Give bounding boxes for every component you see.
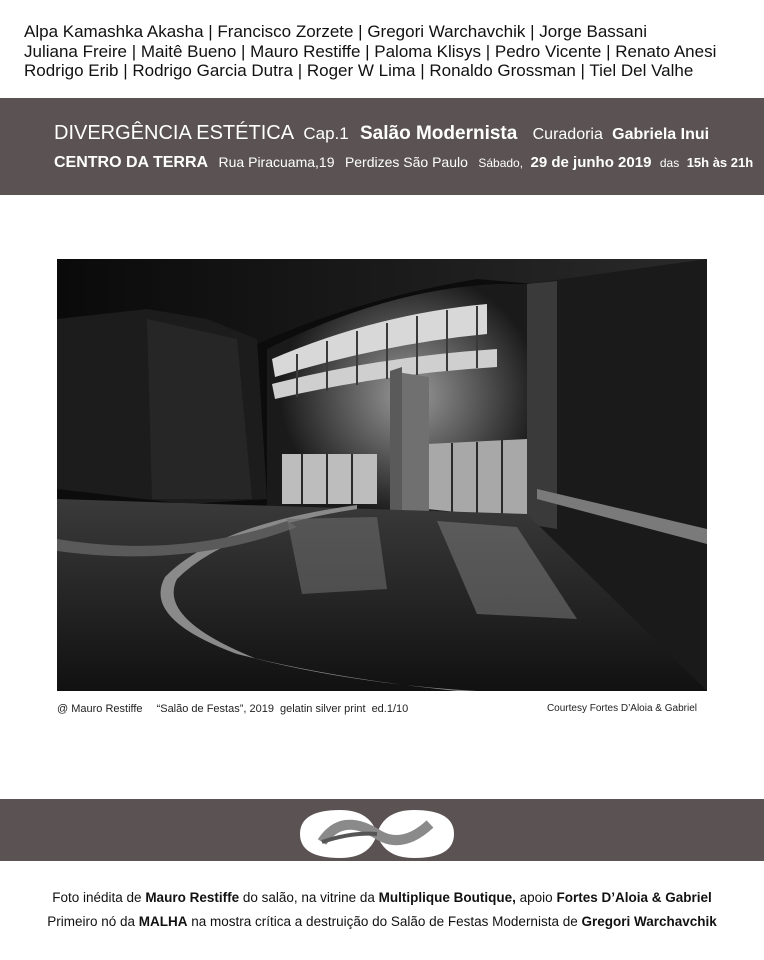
venue-neighborhood: Perdizes São Paulo <box>344 154 468 170</box>
banner-title-row <box>54 122 709 145</box>
event-day: Sábado, <box>478 156 524 170</box>
artist-list <box>24 22 748 81</box>
event-time: 15h às 21h <box>686 155 754 170</box>
curation-label: Curadoria <box>532 126 603 143</box>
footer-text: apoio <box>515 890 557 905</box>
time-prefix: das <box>659 156 680 170</box>
footer-text: do salão, na vitrine da <box>239 890 379 905</box>
event-banner <box>0 98 764 195</box>
footer-architect: Gregori Warchavchik <box>581 914 717 929</box>
footer-malha: MALHA <box>138 914 188 929</box>
event-date: 29 de junho 2019 <box>530 154 652 171</box>
footer-line-1 <box>0 890 764 905</box>
photo-caption <box>57 703 408 715</box>
footer-line-2 <box>0 914 764 929</box>
footer-text: Primeiro nó da <box>47 914 139 929</box>
chapter-label: Cap.1 <box>303 124 349 143</box>
artist-line-2: Juliana Freire | Maitê Bueno | Mauro Restiffe | Paloma Klisys | Pedro Vicente | Renato Anesi <box>24 41 717 61</box>
exhibition-title: DIVERGÊNCIA ESTÉTICA <box>54 122 295 144</box>
malha-logo <box>292 802 462 866</box>
footer-boutique: Multiplique Boutique, <box>378 890 516 905</box>
salon-title: Salão Modernista <box>360 123 518 144</box>
footer-gallery: Fortes D’Aloia & Gabriel <box>556 890 712 905</box>
footer-text: Foto inédita de <box>52 890 146 905</box>
exhibition-photo <box>57 259 707 691</box>
footer-photographer: Mauro Restiffe <box>145 890 240 905</box>
photo-edition: ed.1/10 <box>371 703 409 715</box>
venue-name: CENTRO DA TERRA <box>54 154 209 171</box>
venue-address: Rua Piracuama,19 <box>218 154 335 170</box>
footer-text: na mostra crítica a destruição do Salão de Festas Modernista de <box>187 914 582 929</box>
artist-line-1: Alpa Kamashka Akasha | Francisco Zorzete | Gregori Warchavchik | Jorge Bassani <box>24 22 647 41</box>
banner-venue-row <box>54 154 753 172</box>
photo-credit: @ Mauro Restiffe <box>57 703 143 715</box>
artist-line-3: Rodrigo Erib | Rodrigo Garcia Dutra | Roger W Lima | Ronaldo Grossman | Tiel Del Valhe <box>24 61 694 80</box>
photo-medium: gelatin silver print <box>279 703 366 715</box>
photo-courtesy: Courtesy Fortes D’Aloia & Gabriel <box>546 703 697 714</box>
photo-work-title: “Salão de Festas”, 2019 <box>156 703 274 715</box>
curator-name: Gabriela Inui <box>612 126 710 143</box>
